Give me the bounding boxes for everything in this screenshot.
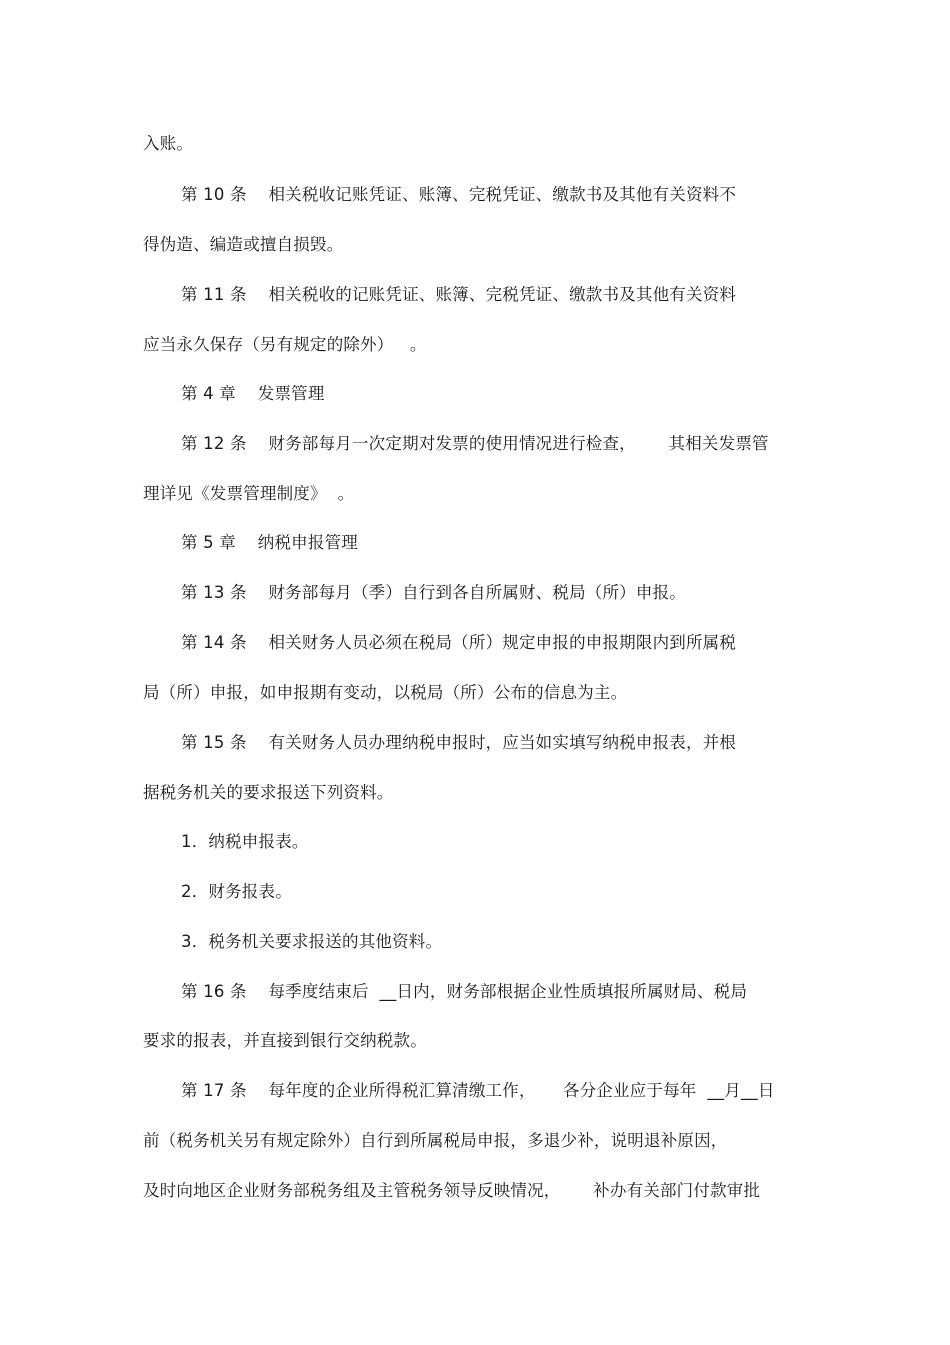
text-line-12: 局（所）申报，如申报期有变动，以税局（所）公布的信息为主。	[143, 683, 628, 702]
article-17: 第 17 条 每年度的企业所得税汇算清缴工作， 各分企业应于每年 __月__日	[181, 1081, 775, 1100]
text-line-21: 前（税务机关另有规定除外）自行到所属税局申报，多退少补，说明退补原因，	[143, 1131, 728, 1150]
text-line-3: 得伪造、编造或擅自损毁。	[143, 235, 344, 254]
list-item-2: 2．财务报表。	[181, 882, 292, 901]
article-10: 第 10 条 相关税收记账凭证、账簿、完税凭证、缴款书及其他有关资料不	[181, 185, 737, 204]
article-14: 第 14 条 相关财务人员必须在税局（所）规定申报的申报期限内到所属税	[181, 633, 737, 652]
chapter-5-heading: 第 5 章 纳税申报管理	[181, 533, 358, 552]
text-line-22: 及时向地区企业财务部税务组及主管税务领导反映情况， 补办有关部门付款审批	[143, 1181, 761, 1200]
list-item-1: 1．纳税申报表。	[181, 832, 309, 851]
text-line-14: 据税务机关的要求报送下列资料。	[143, 783, 394, 802]
article-16: 第 16 条 每季度结束后 __日内，财务部根据企业性质填报所属财局、税局	[181, 982, 748, 1001]
text-line-19: 要求的报表，并直接到银行交纳税款。	[143, 1031, 427, 1050]
article-12: 第 12 条 财务部每月一次定期对发票的使用情况进行检查， 其相关发票管	[181, 434, 769, 453]
article-13: 第 13 条 财务部每月（季）自行到各自所属财、税局（所）申报。	[181, 583, 686, 602]
text-line-1: 入账。	[143, 134, 194, 153]
article-15: 第 15 条 有关财务人员办理纳税申报时，应当如实填写纳税申报表，并根	[181, 733, 737, 752]
chapter-4-heading: 第 4 章 发票管理	[181, 384, 325, 403]
text-line-8: 理详见《发票管理制度》 。	[143, 484, 355, 503]
article-11: 第 11 条 相关税收的记账凭证、账簿、完税凭证、缴款书及其他有关资料	[181, 285, 737, 304]
text-line-5: 应当永久保存（另有规定的除外） 。	[143, 335, 427, 354]
list-item-3: 3．税务机关要求报送的其他资料。	[181, 932, 443, 951]
